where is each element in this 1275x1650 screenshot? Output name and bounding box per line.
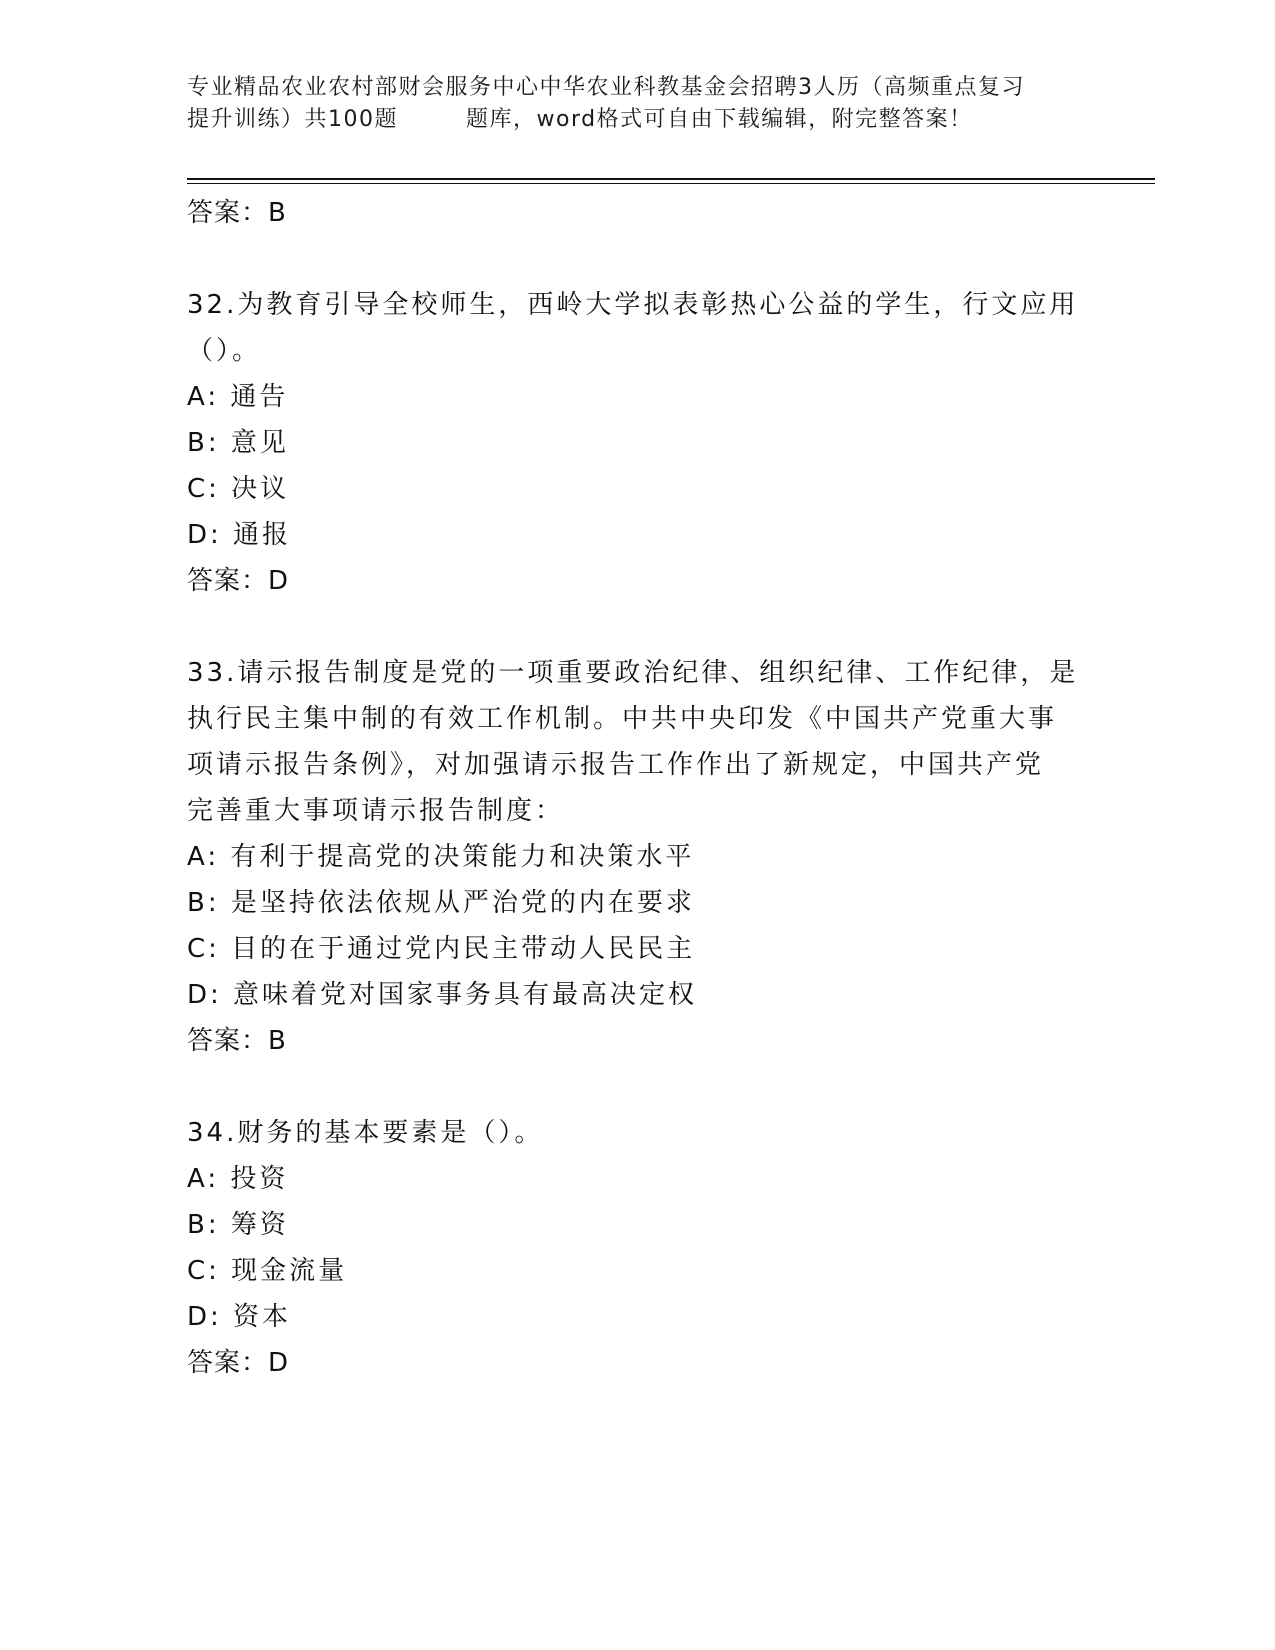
header-divider (187, 178, 1155, 180)
header-line-2-left: 提升训练）共100题 (187, 107, 398, 132)
header-divider-thin (187, 183, 1155, 184)
question-option: A: 通告 (187, 382, 289, 412)
question-stem-line: 34.财务的基本要素是（）。 (187, 1118, 544, 1148)
question-stem-line: （）。 (187, 336, 262, 366)
question-option: D: 资本 (187, 1302, 292, 1332)
question-option: D: 意味着党对国家事务具有最高决定权 (187, 980, 698, 1010)
question-block (187, 282, 1087, 604)
question-answer: 答案：B (187, 1026, 287, 1056)
previous-answer: 答案：B (187, 198, 287, 228)
question-option: B: 意见 (187, 428, 289, 458)
question-option: C: 目的在于通过党内民主带动人民民主 (187, 934, 696, 964)
document-body (187, 190, 1087, 1386)
question-stem-line: 32.为教育引导全校师生，西岭大学拟表彰热心公益的学生，行文应用 (187, 290, 1079, 320)
header-line-2 (187, 104, 1087, 136)
question-option: D: 通报 (187, 520, 292, 550)
page-header (187, 72, 1087, 136)
question-option: C: 现金流量 (187, 1256, 348, 1286)
header-line-2-right: 题库，word格式可自由下载编辑，附完整答案！ (466, 107, 973, 132)
header-line-1: 专业精品农业农村部财会服务中心中华农业科教基金会招聘3人历（高频重点复习 (187, 75, 1025, 100)
question-block (187, 650, 1087, 1064)
question-stem-line: 完善重大事项请示报告制度： (187, 796, 565, 826)
question-block (187, 1110, 1087, 1386)
question-option: B: 是坚持依法依规从严治党的内在要求 (187, 888, 695, 918)
question-stem-line: 执行民主集中制的有效工作机制。中共中央印发《中国共产党重大事 (187, 704, 1058, 734)
question-option: C: 决议 (187, 474, 290, 504)
question-stem-line: 项请示报告条例》，对加强请示报告工作作出了新规定，中国共产党 (187, 750, 1045, 780)
question-option: A: 有利于提高党的决策能力和决策水平 (187, 842, 695, 872)
question-option: B: 筹资 (187, 1210, 289, 1240)
question-stem-line: 33.请示报告制度是党的一项重要政治纪律、组织纪律、工作纪律，是 (187, 658, 1079, 688)
question-answer: 答案：D (187, 1348, 290, 1378)
question-answer: 答案：D (187, 566, 290, 596)
question-option: A: 投资 (187, 1164, 289, 1194)
